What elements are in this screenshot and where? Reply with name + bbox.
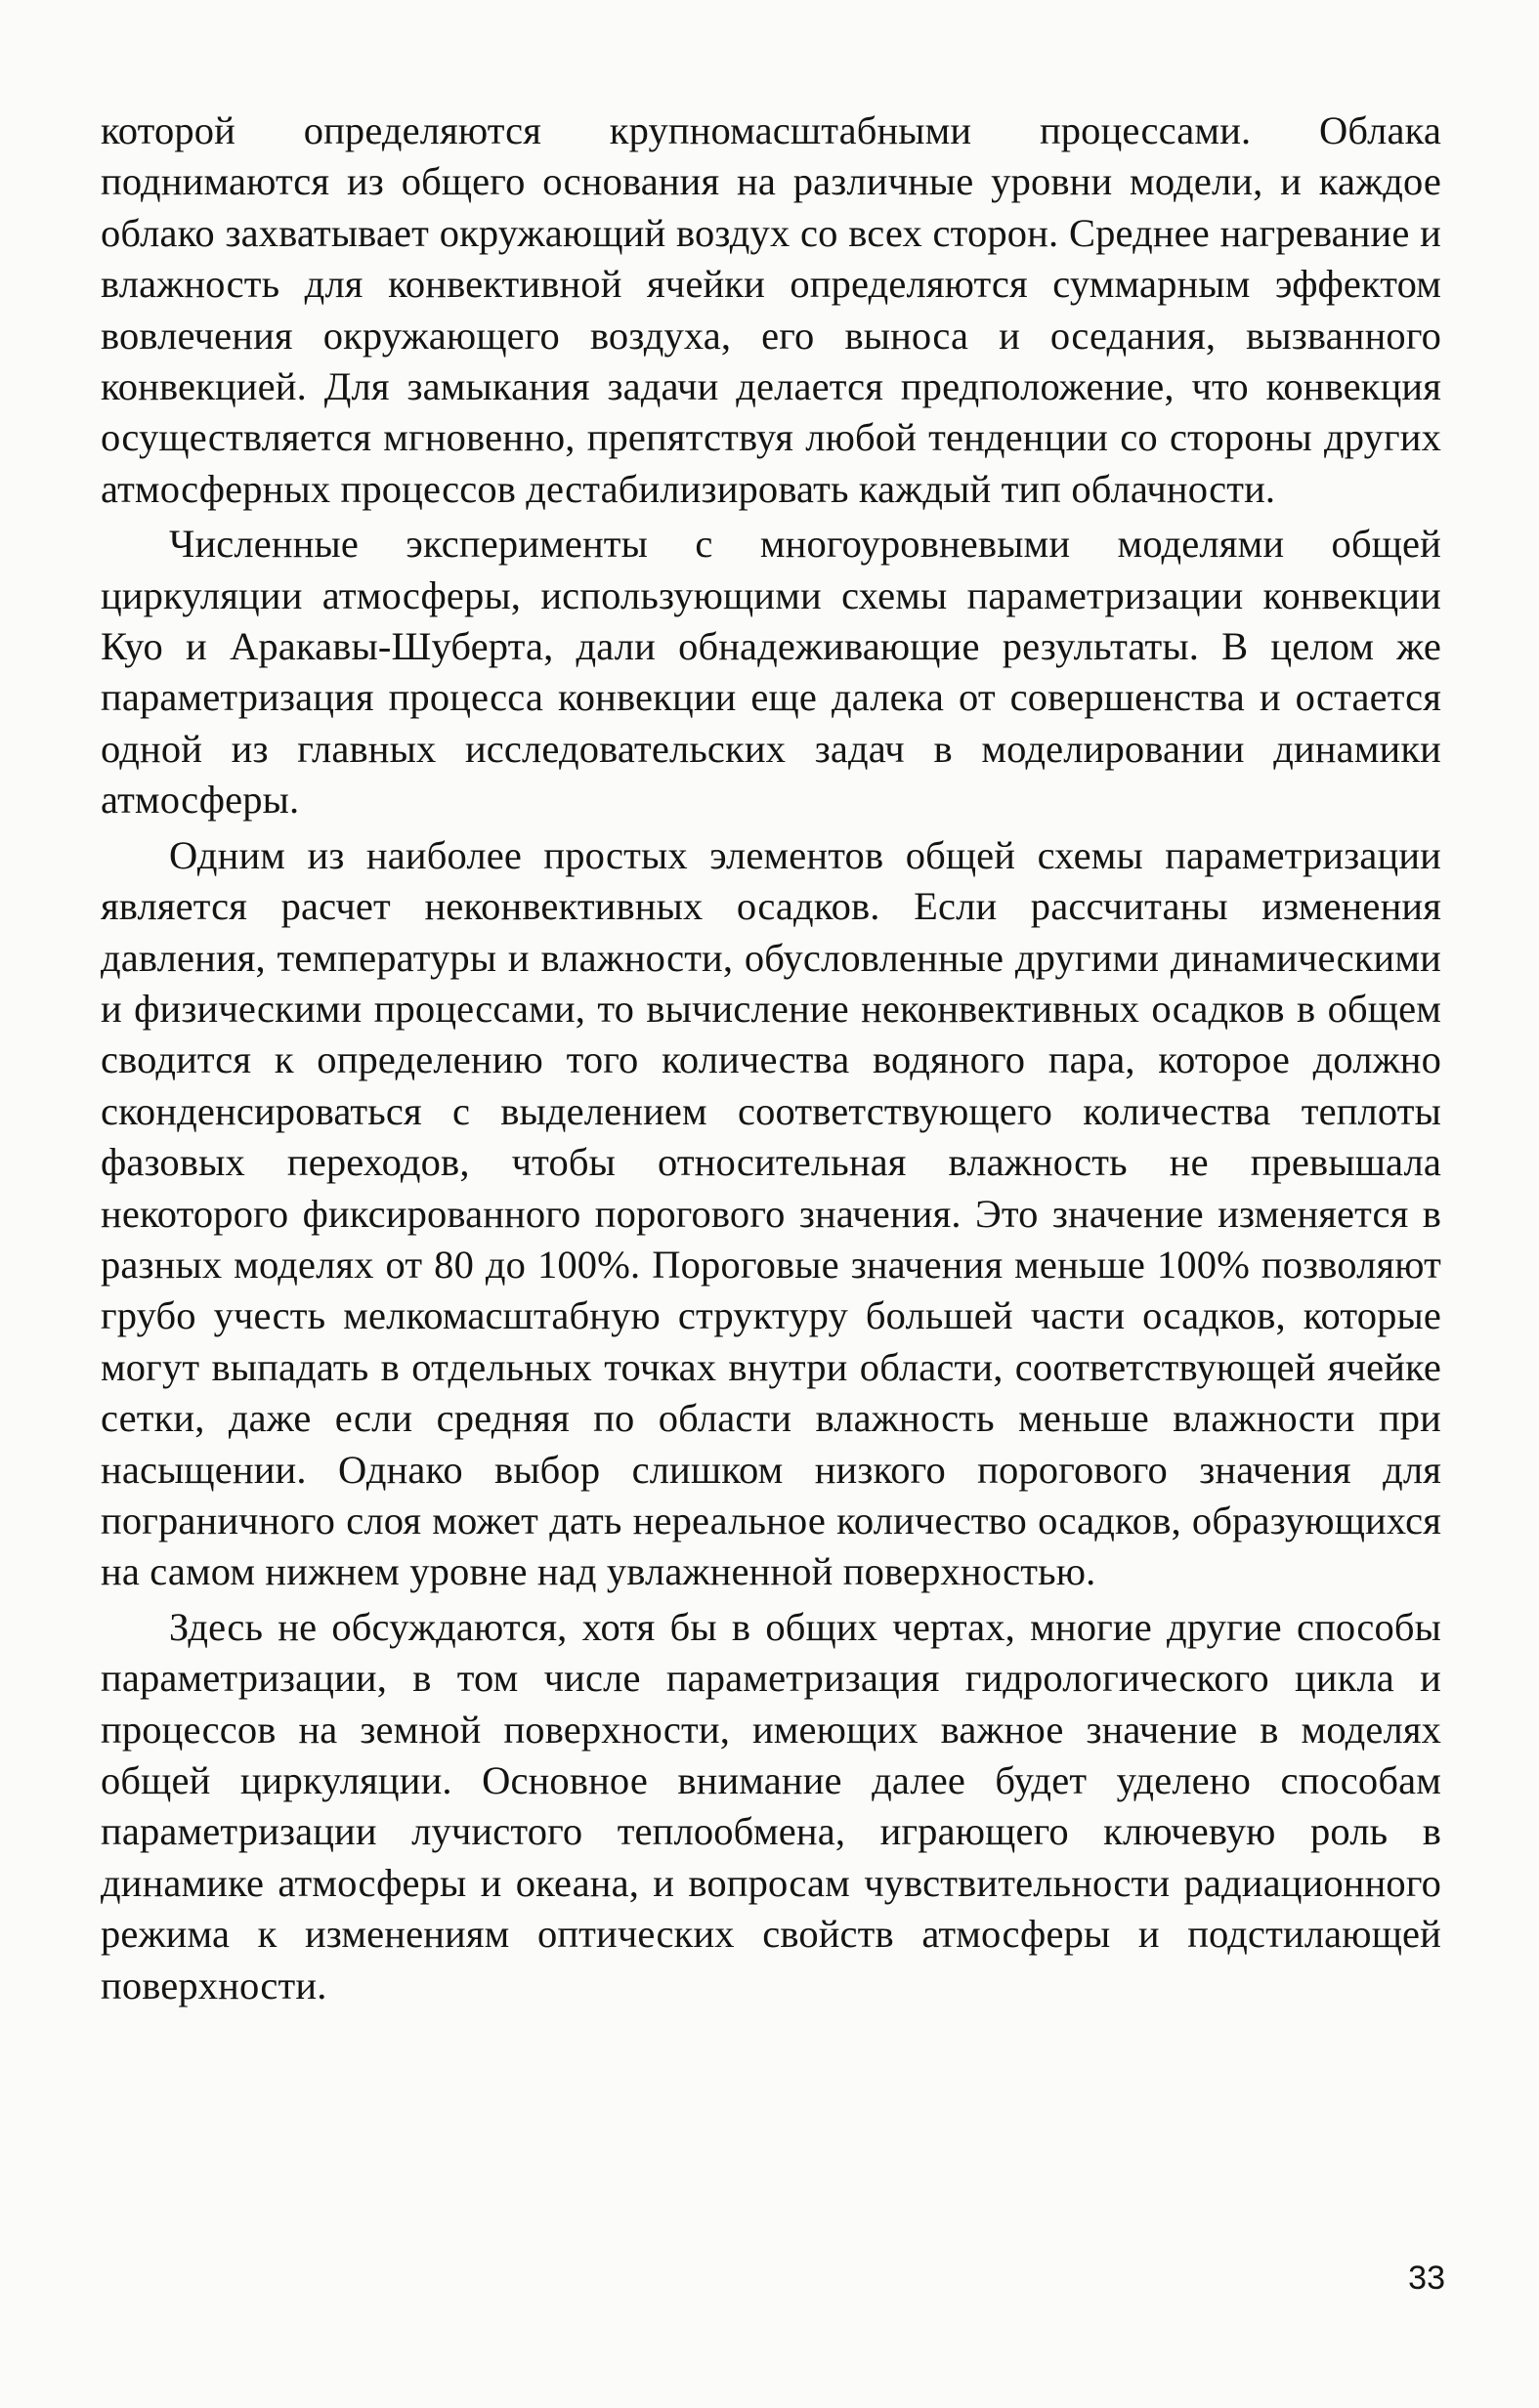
paragraph-continuation: которой определяются крупномасштабными процессами. Облака поднимаются из общего основания на различные уровни модели, и каждое облако захватывает окружающий воздух со всех сторон. Среднее нагревание и влажность для конвективной ячейки определяются суммарным эффектом вовлечения окружающего воздуха, его выноса и оседания, вызванного конвекцией. Для замыкания задачи делается предположение, что конвекция осуществляется мгновенно, препятствуя любой тенденции со стороны других атмосферных процессов дестабилизировать каждый тип облачности. [101,108,1441,511]
page-number: 33 [1408,2260,1445,2297]
paragraph-other-parameterizations: Здесь не обсуждаются, хотя бы в общих чертах, многие другие способы параметризации, в том числе параметризация гидрологического цикла и процессов на земной поверхности, имеющих важное значение в моделях общей циркуляции. Основное внимание далее будет уделено способам параметризации лучистого теплообмена, играющего ключевую роль в динамике атмосферы и океана, и вопросам чувствительности радиационного режима к изменениям оптических свойств атмосферы и подстилающей поверхности. [101,1604,1441,2007]
paragraph-nonconvective-precipitation: Одним из наиболее простых элементов общей схемы параметризации является расчет неконвективных осадков. Если рассчитаны изменения давления, температуры и влажности, обусловленные другими динамическими и физическими процессами, то вычисление неконвективных осадков в общем сводится к определению того количества водяного пара, которое должно сконденсироваться с выделением соответствующего количества теплоты фазовых переходов, чтобы относительная влажность не превышала некоторого фиксированного порогового значения. Это значение изменяется в разных моделях от 80 до 100%. Пороговые значения меньше 100% позволяют грубо учесть мелкомасштабную структуру большей части осадков, которые могут выпадать в отдельных точках внутри области, соответствующей ячейке сетки, даже если средняя по области влажность меньше влажности при насыщении. Однако выбор слишком низкого порогового значения для пограничного слоя может дать нереальное количество осадков, образующихся на самом нижнем уровне над увлажненной поверхностью. [101,832,1441,1594]
paragraph-numerical-experiments: Численные эксперименты с многоуровневыми моделями общей циркуляции атмосферы, использующими схемы параметризации конвекции Куо и Аракавы-Шуберта, дали обнадеживающие результаты. В целом же параметризация процесса конвекции еще далека от совершенства и остается одной из главных исследовательских задач в моделировании динамики атмосферы. [101,522,1441,823]
body-text [101,106,1441,2015]
